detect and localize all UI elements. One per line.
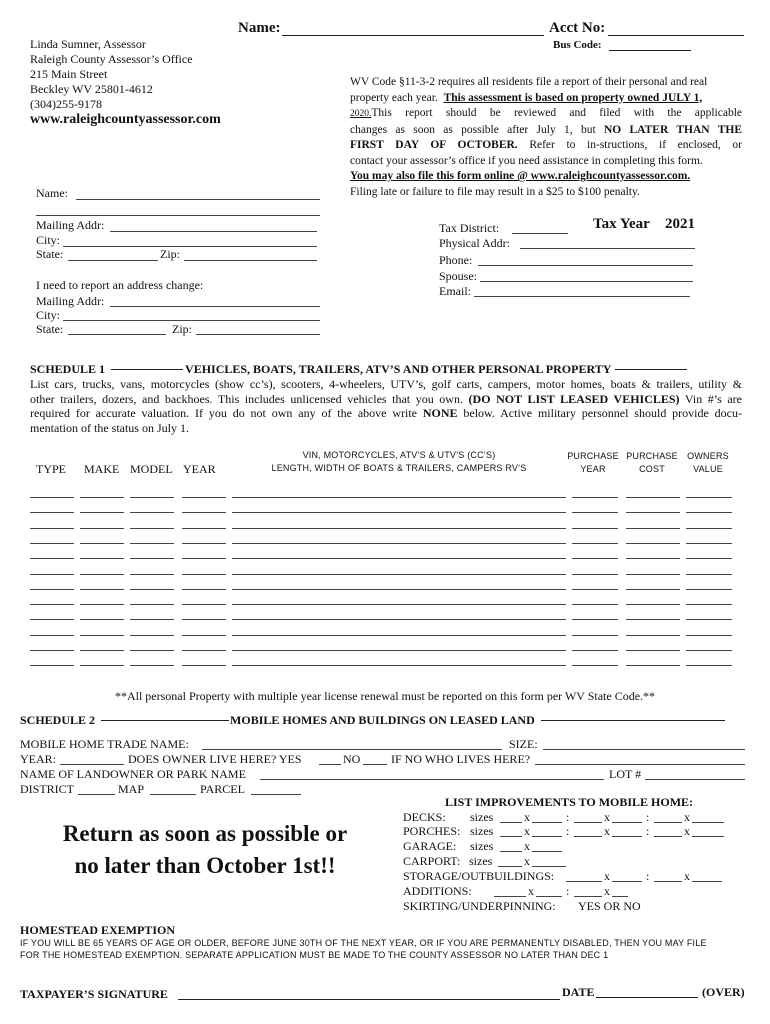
schedule-1-cell[interactable] [80,589,124,590]
additions-dim-3[interactable] [574,896,602,897]
city-field[interactable] [63,246,317,247]
carport-dim-1[interactable] [498,866,522,867]
schedule-1-cell[interactable] [686,543,732,544]
porches-sizes-label: sizes [470,824,494,838]
physical-addr-field[interactable] [520,248,695,249]
garage-sizes-label: sizes [470,839,494,853]
assessor-office: Raleigh County Assessor’s Office [30,52,193,66]
decks-x-1: x [524,810,530,824]
schedule-1-cell[interactable] [80,650,124,651]
storage-dim-4[interactable] [692,881,722,882]
porches-x-1: x [524,824,530,838]
schedule-1-title: SCHEDULE 1 VEHICLES, BOATS, TRAILERS, ATV’S AND OTHER PERSONAL PROPERTY [30,362,687,376]
col-owners-value-1: OWNERS [687,451,729,461]
district-field[interactable] [78,794,115,795]
schedule-1-cell[interactable] [572,512,618,513]
date-label: DATE [562,985,595,999]
notice-line-3: 2020.This report should be reviewed and filed with the applicable [350,107,742,119]
state-field[interactable] [68,260,158,261]
year-label: YEAR: [20,752,56,766]
schedule-1-cell[interactable] [572,635,618,636]
notice-line-5: FIRST DAY OF OCTOBER. Refer to in-structions, if enclosed, or [350,139,742,151]
additions-dim-1[interactable] [494,896,526,897]
address-change-label: I need to report an address change: [36,278,204,292]
notice-line-7: You may also file this form online @ www.raleighcountyassessor.com. [350,170,691,182]
email-field[interactable] [474,296,690,297]
porches-dim-6[interactable] [692,836,724,837]
homestead-line-2: FOR THE HOMESTEAD EXEMPTION. SEPARATE APPLICATION MUST BE MADE TO THE COUNTY ASSESSOR NO LATER THAN DEC 1 [20,950,609,960]
phone-label: Phone: [439,253,473,267]
schedule-1-cell[interactable] [572,497,618,498]
schedule-1-cell[interactable] [130,574,174,575]
landowner-label: NAME OF LANDOWNER OR PARK NAME [20,767,246,781]
schedule-1-cell[interactable] [130,543,174,544]
taxpayer-name-field[interactable] [76,199,320,200]
schedule-1-cell[interactable] [626,619,680,620]
storage-sep: : [646,869,650,883]
schedule-1-cell[interactable] [232,650,566,651]
schedule-1-cell[interactable] [182,558,226,559]
storage-x-2: x [684,869,690,883]
decks-label: DECKS: [403,810,446,824]
schedule-1-cell[interactable] [626,497,680,498]
signature-field[interactable] [178,999,560,1000]
schedule-1-cell[interactable] [182,604,226,605]
schedule-1-cell[interactable] [130,497,174,498]
porches-label: PORCHES: [403,824,461,838]
year-field[interactable] [60,764,124,765]
phone-field[interactable] [478,265,693,266]
who-lives-field[interactable] [535,764,745,765]
schedule-1-cell[interactable] [626,528,680,529]
schedule-1-cell[interactable] [572,589,618,590]
decks-dim-2[interactable] [532,822,562,823]
col-purchase-cost-1: PURCHASE [626,451,678,461]
schedule-1-description: List cars, trucks, vans, motorcycles (show cc’s), scooters, 4-wheelers, UTV’s, golf carts, campers, motor homes, boats & trailers, utility & other trailers, dozers, and backhoes. This includes unlicensed vehicles that you own. (DO NOT LIST LEASED VEHICLES) Vin #’s are required for accurate valuation. If you do not own any of the above write NONE below. Active military personnel should provide docu- mentation of the status on July 1. [30,377,743,435]
spouse-label: Spouse: [439,269,478,283]
map-field[interactable] [150,794,196,795]
schedule-1-cell[interactable] [80,604,124,605]
schedule-1-cell[interactable] [686,589,732,590]
decks-sep-1: : [566,810,570,824]
zip-2-field[interactable] [196,334,320,335]
state-2-label: State: [36,322,64,336]
col-year: YEAR [183,462,216,476]
schedule-1-cell[interactable] [232,512,566,513]
schedule-1-cell[interactable] [80,665,124,666]
col-vin-line-2: LENGTH, WIDTH OF BOATS & TRAILERS, CAMPERS RV’S [271,463,527,473]
bus-code-label: Bus Code: [553,39,602,51]
col-purchase-year-1: PURCHASE [567,451,619,461]
schedule-1-cell[interactable] [572,665,618,666]
schedule-1-cell[interactable] [130,512,174,513]
additions-sep: : [566,884,570,898]
carport-label: CARPORT: [403,854,461,868]
mailing-addr-field[interactable] [110,231,317,232]
schedule-1-cell[interactable] [30,512,74,513]
schedule-1-cell[interactable] [232,543,566,544]
no-label: NO [343,752,361,766]
schedule-1-cell[interactable] [30,665,74,666]
lot-field[interactable] [645,779,745,780]
schedule-1-cell[interactable] [80,635,124,636]
email-label: Email: [439,284,471,298]
assessor-block [30,37,193,112]
schedule-1-cell[interactable] [130,650,174,651]
schedule-1-cell[interactable] [130,665,174,666]
schedule-1-cell[interactable] [626,512,680,513]
schedule-1-cell[interactable] [626,558,680,559]
porches-x-3: x [684,824,690,838]
schedule-1-cell[interactable] [626,589,680,590]
homestead-title: HOMESTEAD EXEMPTION [20,923,176,937]
schedule-1-cell[interactable] [626,604,680,605]
state-label: State: [36,247,64,261]
decks-dim-3[interactable] [574,822,602,823]
name-field[interactable] [282,35,544,36]
schedule-1-cell[interactable] [232,558,566,559]
storage-dim-3[interactable] [654,881,682,882]
schedule-1-cell[interactable] [130,635,174,636]
schedule-1-cell[interactable] [80,619,124,620]
schedule-1-footnote: **All personal Property with multiple year license renewal must be reported on this form per WV State Code.** [114,689,656,703]
schedule-1-cell[interactable] [232,619,566,620]
schedule-1-cell[interactable] [30,574,74,575]
schedule-1-cell[interactable] [572,619,618,620]
improvements-title: LIST IMPROVEMENTS TO MOBILE HOME: [445,795,694,809]
garage-x: x [524,839,530,853]
schedule-1-cell[interactable] [182,589,226,590]
assessor-city: Beckley WV 25801-4612 [30,82,153,96]
schedule-1-cell[interactable] [30,635,74,636]
schedule-1-cell[interactable] [80,543,124,544]
notice-line-6: contact your assessor’s office if you need assistance in completing this form. [350,154,703,167]
taxpayer-name-label: Name: [36,186,68,200]
schedule-1-cell[interactable] [626,665,680,666]
skirting-yes-or-no: YES OR NO [578,899,641,913]
porches-x-2: x [604,824,610,838]
additions-x-1: x [528,884,534,898]
signature-label: TAXPAYER’S SIGNATURE [20,987,168,1001]
schedule-1-cell[interactable] [686,650,732,651]
schedule-1-cell[interactable] [130,604,174,605]
schedule-1-cell[interactable] [30,497,74,498]
schedule-1-cell[interactable] [80,558,124,559]
parcel-field[interactable] [251,794,301,795]
schedule-1-cell[interactable] [80,574,124,575]
schedule-1-cell[interactable] [80,528,124,529]
schedule-1-cell[interactable] [30,604,74,605]
notice-line-8: Filing late or failure to file may result in a $25 to $100 penalty. [350,185,640,198]
schedule-1-cell[interactable] [80,497,124,498]
col-vin-line-1: VIN, MOTORCYCLES, ATV’S & UTV’S (CC’S) [302,450,496,460]
trade-name-label: MOBILE HOME TRADE NAME: [20,737,189,751]
zip-field[interactable] [184,260,317,261]
schedule-1-cell[interactable] [30,558,74,559]
who-lives-label: IF NO WHO LIVES HERE? [391,752,531,766]
tax-district-field[interactable] [512,233,568,234]
porches-sep-1: : [566,824,570,838]
acct-no-label: Acct No: [549,20,606,36]
schedule-1-cell[interactable] [130,528,174,529]
decks-dim-5[interactable] [654,822,682,823]
storage-dim-1[interactable] [566,881,602,882]
owner-live-yes-field[interactable] [319,764,341,765]
additions-label: ADDITIONS: [403,884,472,898]
schedule-1-cell[interactable] [232,574,566,575]
additions-dim-4[interactable] [612,896,628,897]
schedule-1-cell[interactable] [686,512,732,513]
notice-line-4: changes as soon as possible after July 1, but NO LATER THAN THE [350,123,742,136]
assessor-website: www.raleighcountyassessor.com [30,112,221,127]
lot-label: LOT # [609,767,642,781]
col-purchase-year-2: YEAR [580,464,606,474]
size-field[interactable] [543,749,745,750]
col-owners-value-2: VALUE [693,464,723,474]
col-make: MAKE [84,462,120,476]
schedule-1-cell[interactable] [572,650,618,651]
city-label: City: [36,233,61,247]
size-label: SIZE: [509,737,538,751]
porches-dim-4[interactable] [612,836,642,837]
schedule-1-cell[interactable] [232,604,566,605]
tax-year-label: Tax Year [593,216,650,232]
porches-dim-2[interactable] [532,836,562,837]
schedule-1-cell[interactable] [686,528,732,529]
carport-dim-2[interactable] [532,866,566,867]
schedule-1-cell[interactable] [572,543,618,544]
porches-dim-5[interactable] [654,836,682,837]
porches-sep-2: : [646,824,650,838]
schedule-1-cell[interactable] [626,543,680,544]
schedule-1-cell[interactable] [232,665,566,666]
schedule-1-cell[interactable] [182,619,226,620]
landowner-field[interactable] [260,779,604,780]
tax-district-label: Tax District: [439,221,500,235]
decks-sep-2: : [646,810,650,824]
schedule-1-cell[interactable] [686,619,732,620]
wv-code-notice [350,75,742,200]
decks-dim-4[interactable] [612,822,642,823]
col-model: MODEL [130,462,173,476]
schedule-1-cell[interactable] [130,619,174,620]
decks-sizes-label: sizes [470,810,494,824]
schedule-1-cell[interactable] [130,589,174,590]
over-label: (OVER) [702,985,745,999]
skirting-label: SKIRTING/UNDERPINNING: [403,899,556,913]
storage-dim-2[interactable] [612,881,642,882]
taxpayer-name-field-2[interactable] [36,215,320,216]
storage-x-1: x [604,869,610,883]
parcel-label: PARCEL [200,782,245,796]
schedule-1-cell[interactable] [232,528,566,529]
assessor-street: 215 Main Street [30,67,108,81]
schedule-1-cell[interactable] [686,665,732,666]
garage-label: GARAGE: [403,839,457,853]
notice-line-2: property each year. This assessment is based on property owned JULY 1, [350,91,703,104]
porches-dim-3[interactable] [574,836,602,837]
owner-live-label: DOES OWNER LIVE HERE? YES [128,752,302,766]
schedule-1-cell[interactable] [80,512,124,513]
schedule-1-cell[interactable] [30,650,74,651]
schedule-1-cell[interactable] [572,574,618,575]
mailing-addr-label: Mailing Addr: [36,218,105,232]
schedule-1-cell[interactable] [686,558,732,559]
schedule-1-cell[interactable] [572,528,618,529]
schedule-1-cell[interactable] [686,604,732,605]
homestead-line-1: IF YOU WILL BE 65 YEARS OF AGE OR OLDER, BEFORE JUNE 30TH OF THE NEXT YEAR, OR IF YOU ARE PERMANENTLY DISABLED, THEN YOU MAY FILE [20,938,707,948]
assessor-name: Linda Sumner, Assessor [30,37,146,51]
schedule-1-cell[interactable] [232,589,566,590]
col-type: TYPE [36,462,66,476]
schedule-1-cell[interactable] [686,574,732,575]
acct-no-field[interactable] [608,35,744,36]
date-field[interactable] [596,997,698,998]
storage-label: STORAGE/OUTBUILDINGS: [403,869,555,883]
schedule-1-cell[interactable] [182,665,226,666]
schedule-1-cell[interactable] [182,497,226,498]
schedule-1-cell[interactable] [30,619,74,620]
return-notice: Return as soon as possible or no later than October 1st!! [62,821,348,878]
schedule-1-cell[interactable] [182,543,226,544]
district-label: DISTRICT [20,782,74,796]
city-2-field[interactable] [63,320,320,321]
schedule-1-cell[interactable] [130,558,174,559]
name-label: Name: [238,20,281,36]
mailing-addr-2-field[interactable] [110,306,320,307]
schedule-1-cell[interactable] [182,635,226,636]
schedule-1-cell[interactable] [686,635,732,636]
zip-label: Zip: [160,247,180,261]
carport-sizes-label: sizes [469,854,493,868]
schedule-1-cell[interactable] [626,635,680,636]
decks-x-2: x [604,810,610,824]
schedule-2-title: SCHEDULE 2 MOBILE HOMES AND BUILDINGS ON LEASED LAND [20,713,725,727]
schedule-1-cell[interactable] [182,528,226,529]
state-2-field[interactable] [68,334,166,335]
assessor-phone: (304)255-9178 [30,97,102,111]
schedule-1-cell[interactable] [182,574,226,575]
additions-x-2: x [604,884,610,898]
notice-line-1: WV Code §11-3-2 requires all residents file a report of their personal and real [350,76,708,88]
owner-live-no-field[interactable] [363,764,387,765]
garage-dim-2[interactable] [532,851,562,852]
decks-x-3: x [684,810,690,824]
zip-2-label: Zip: [172,322,192,336]
tax-year-value: 2021 [665,216,695,232]
schedule-1-cell[interactable] [572,558,618,559]
schedule-1-cell[interactable] [232,635,566,636]
spouse-field[interactable] [480,281,693,282]
garage-dim-1[interactable] [500,851,522,852]
mailing-addr-2-label: Mailing Addr: [36,294,105,308]
schedule-1-cell[interactable] [626,574,680,575]
city-2-label: City: [36,308,61,322]
trade-name-field[interactable] [202,749,502,750]
col-purchase-cost-2: COST [639,464,665,474]
additions-dim-2[interactable] [536,896,562,897]
porches-dim-1[interactable] [500,836,522,837]
schedule-1-cell[interactable] [572,604,618,605]
physical-addr-label: Physical Addr: [439,236,510,250]
schedule-1-cell[interactable] [182,512,226,513]
schedule-1-cell[interactable] [30,543,74,544]
schedule-1-cell[interactable] [626,650,680,651]
decks-dim-1[interactable] [500,822,522,823]
bus-code-field[interactable] [609,50,691,51]
schedule-1-cell[interactable] [182,650,226,651]
schedule-1-cell[interactable] [30,589,74,590]
schedule-1-cell[interactable] [30,528,74,529]
map-label: MAP [118,782,145,796]
carport-x: x [524,854,530,868]
decks-dim-6[interactable] [692,822,724,823]
schedule-1-cell[interactable] [232,497,566,498]
schedule-1-cell[interactable] [686,497,732,498]
